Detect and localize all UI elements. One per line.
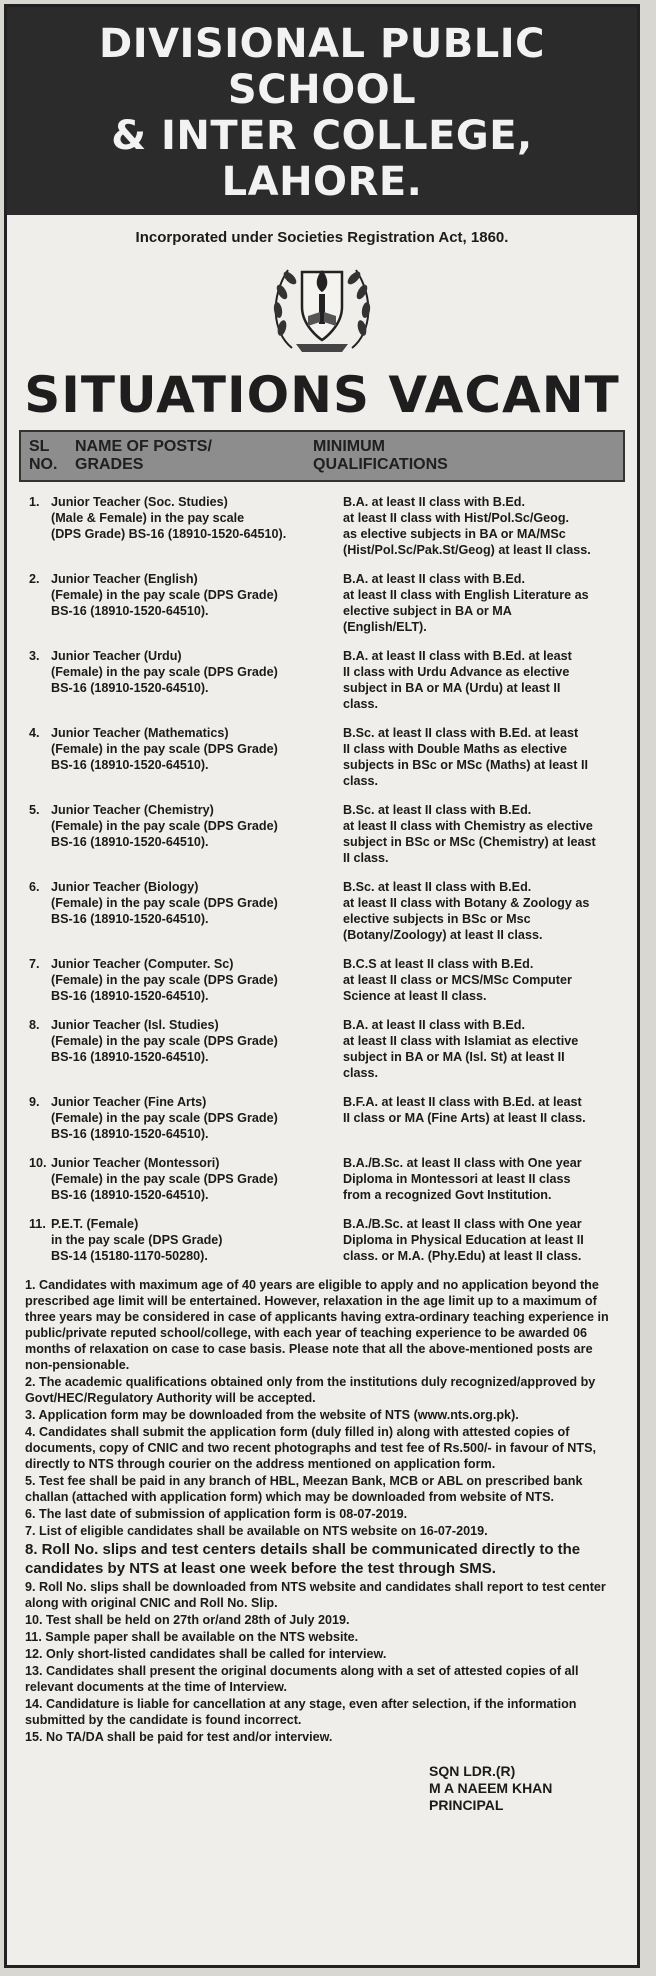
post-row: [19, 494, 625, 558]
qualification-line: from a recognized Govt Institution.: [343, 1188, 552, 1202]
post-name: [19, 1216, 341, 1264]
note-item: 1. Candidates with maximum age of 40 years are eligible to apply and no application beyond the prescribed age limit will be entertained. However, relaxation in the age limit up to a maximum of three years may be considered in case of applicants having extra-ordinary teaching experience in public/private reputed school/college, with each year of teaching experience to be awarded 06 months of relaxation on case to case basis. Please note that all the above-mentioned posts are non-pensionable.: [25, 1278, 609, 1372]
post-qualification: [341, 648, 625, 712]
qualification-line: at least II class with Hist/Pol.Sc/Geog.: [343, 511, 570, 525]
qualification-line: as elective subjects in BA or MA/MSc: [343, 527, 566, 541]
post-qualification: [341, 725, 625, 789]
post-name-line: (Female) in the pay scale (DPS Grade): [51, 896, 278, 910]
qualification-line: II class or MA (Fine Arts) at least II class.: [343, 1111, 586, 1125]
school-name-line-1: DIVISIONAL PUBLIC SCHOOL: [99, 21, 545, 113]
post-name-line: Junior Teacher (English): [51, 572, 198, 586]
post-row: [19, 1017, 625, 1081]
note-item: 9. Roll No. slips shall be downloaded from NTS website and candidates shall report to test center along with original CNIC and Roll No. Slip.: [25, 1580, 606, 1610]
qualification-line: subject in BA or MA (Isl. St) at least II: [343, 1050, 565, 1064]
post-name-line: BS-14 (15180-1170-50280).: [51, 1249, 208, 1263]
post-name-line: (Female) in the pay scale (DPS Grade): [51, 1034, 278, 1048]
qualification-line: B.A. at least II class with B.Ed.: [343, 1018, 525, 1032]
note-item: 7. List of eligible candidates shall be available on NTS website on 16-07-2019.: [25, 1524, 488, 1538]
post-name: [19, 725, 341, 789]
post-title-line: [29, 725, 341, 741]
post-name-line: (Female) in the pay scale (DPS Grade): [51, 1172, 278, 1186]
signature-block: [429, 1763, 637, 1814]
post-row: [19, 725, 625, 789]
signatory-name: M A NAEEM KHAN: [429, 1780, 553, 1796]
post-name-line: BS-16 (18910-1520-64510).: [51, 989, 209, 1003]
note-item: 5. Test fee shall be paid in any branch of HBL, Meezan Bank, MCB or ABL on prescribed bank challan (attached with application form) which may be downloaded from website of NTS.: [25, 1474, 583, 1504]
post-name-line: BS-16 (18910-1520-64510).: [51, 1188, 209, 1202]
header-sl-line-1: SL: [29, 438, 50, 455]
post-name-line: (DPS Grade) BS-16 (18910-1520-64510).: [51, 527, 287, 541]
post-name-line: (Female) in the pay scale (DPS Grade): [51, 665, 278, 679]
qualification-line: at least II class with English Literature as: [343, 588, 589, 602]
qualification-line: B.A. at least II class with B.Ed.: [343, 495, 525, 509]
post-name: [19, 879, 341, 943]
post-name-line: Junior Teacher (Biology): [51, 880, 199, 894]
post-name-line: BS-16 (18910-1520-64510).: [51, 912, 209, 926]
terms-and-conditions: [25, 1277, 619, 1745]
post-name-line: Junior Teacher (Montessori): [51, 1156, 220, 1170]
note-item: 13. Candidates shall present the original documents along with a set of attested copies of all relevant documents at the time of Interview.: [25, 1664, 579, 1694]
qualification-line: class. or M.A. (Phy.Edu) at least II class.: [343, 1249, 582, 1263]
qualification-line: B.F.A. at least II class with B.Ed. at least: [343, 1095, 582, 1109]
header-sl: [29, 438, 75, 474]
post-number: 4.: [29, 726, 40, 740]
post-number: 6.: [29, 880, 40, 894]
incorporation-note: Incorporated under Societies Registration Act, 1860.: [135, 229, 509, 246]
post-name: [19, 494, 341, 558]
qualification-line: at least II class or MCS/MSc Computer: [343, 973, 572, 987]
school-name-line-2: & INTER COLLEGE, LAHORE.: [111, 113, 533, 205]
post-name: [19, 956, 341, 1004]
post-row: [19, 956, 625, 1004]
qualification-line: B.C.S at least II class with B.Ed.: [343, 957, 534, 971]
post-name-line: (Female) in the pay scale (DPS Grade): [51, 588, 278, 602]
posts-list: [19, 494, 625, 1264]
headline: SITUATIONS VACANT: [24, 366, 620, 424]
post-row: [19, 1155, 625, 1203]
post-title-line: [29, 1094, 341, 1110]
qualification-line: at least II class with Chemistry as elective: [343, 819, 593, 833]
post-name-line: P.E.T. (Female): [51, 1217, 139, 1231]
post-title-line: [29, 1017, 341, 1033]
post-name-line: Junior Teacher (Urdu): [51, 649, 182, 663]
qualification-line: B.Sc. at least II class with B.Ed. at least: [343, 726, 579, 740]
post-name: [19, 1017, 341, 1081]
post-name-line: (Female) in the pay scale (DPS Grade): [51, 973, 278, 987]
qualification-line: B.A. at least II class with B.Ed. at least: [343, 649, 572, 663]
post-name-line: Junior Teacher (Computer. Sc): [51, 957, 234, 971]
qualification-line: B.A. at least II class with B.Ed.: [343, 572, 525, 586]
qualification-line: B.A./B.Sc. at least II class with One year: [343, 1217, 582, 1231]
qualification-line: class.: [343, 774, 379, 788]
post-name: [19, 571, 341, 635]
post-number: 3.: [29, 649, 40, 663]
note-item: 8. Roll No. slips and test centers details shall be communicated directly to the candidates by NTS at least one week before the test through SMS.: [25, 1541, 581, 1577]
qualification-line: II class with Double Maths as elective: [343, 742, 567, 756]
qualification-line: B.Sc. at least II class with B.Ed.: [343, 803, 532, 817]
note-item: 11. Sample paper shall be available on the NTS website.: [25, 1630, 359, 1644]
header-name-line-1: NAME OF POSTS/: [75, 438, 212, 455]
post-qualification: [341, 1216, 625, 1264]
advertisement-page: [4, 4, 640, 1968]
post-name-line: BS-16 (18910-1520-64510).: [51, 1050, 209, 1064]
signatory-title: PRINCIPAL: [429, 1797, 504, 1813]
post-name-line: (Male & Female) in the pay scale: [51, 511, 245, 525]
post-number: 7.: [29, 957, 40, 971]
post-number: 2.: [29, 572, 40, 586]
signatory-rank: SQN LDR.(R): [429, 1763, 516, 1779]
header-qual-line-2: QUALIFICATIONS: [313, 456, 448, 473]
note-item: 10. Test shall be held on 27th or/and 28th of July 2019.: [25, 1613, 350, 1627]
post-name: [19, 648, 341, 712]
post-name-line: BS-16 (18910-1520-64510).: [51, 758, 209, 772]
note-item: 15. No TA/DA shall be paid for test and/or interview.: [25, 1730, 333, 1744]
post-qualification: [341, 802, 625, 866]
school-crest-icon: [7, 252, 637, 362]
header-sl-line-2: NO.: [29, 456, 58, 473]
note-item: 6. The last date of submission of application form is 08-07-2019.: [25, 1507, 408, 1521]
note-item: 2. The academic qualifications obtained only from the institutions duly recognized/approved by Govt/HEC/Regulatory Authority will be accepted.: [25, 1375, 596, 1405]
post-qualification: [341, 571, 625, 635]
post-number: 5.: [29, 803, 40, 817]
note-item: 14. Candidature is liable for cancellation at any stage, even after selection, if the information submitted by the candidate is found incorrect.: [25, 1697, 577, 1727]
post-name: [19, 1155, 341, 1203]
qualification-line: Diploma in Montessori at least II class: [343, 1172, 571, 1186]
post-name-line: Junior Teacher (Soc. Studies): [51, 495, 228, 509]
post-title-line: [29, 1155, 341, 1171]
note-item: 3. Application form may be downloaded from the website of NTS (www.nts.org.pk).: [25, 1408, 519, 1422]
post-row: [19, 802, 625, 866]
qualification-line: subjects in BSc or MSc (Maths) at least II: [343, 758, 588, 772]
qualification-line: elective subjects in BSc or Msc: [343, 912, 531, 926]
post-row: [19, 571, 625, 635]
post-number: 9.: [29, 1095, 40, 1109]
header-qual-line-1: MINIMUM: [313, 438, 385, 455]
qualification-line: at least II class with Islamiat as elective: [343, 1034, 579, 1048]
qualification-line: (English/ELT).: [343, 620, 427, 634]
qualification-line: (Botany/Zoology) at least II class.: [343, 928, 543, 942]
post-name-line: (Female) in the pay scale (DPS Grade): [51, 742, 278, 756]
qualification-line: elective subject in BA or MA: [343, 604, 512, 618]
header-qualifications: [305, 438, 615, 474]
qualification-line: subject in BSc or MSc (Chemistry) at least: [343, 835, 596, 849]
table-header: [19, 430, 625, 482]
qualification-line: B.Sc. at least II class with B.Ed.: [343, 880, 532, 894]
qualification-line: II class.: [343, 851, 389, 865]
qualification-line: Diploma in Physical Education at least II: [343, 1233, 584, 1247]
qualification-line: II class with Urdu Advance as elective: [343, 665, 570, 679]
post-qualification: [341, 494, 625, 558]
post-number: 1.: [29, 495, 40, 509]
post-name-line: in the pay scale (DPS Grade): [51, 1233, 223, 1247]
post-title-line: [29, 956, 341, 972]
post-name: [19, 1094, 341, 1142]
post-name-line: Junior Teacher (Fine Arts): [51, 1095, 207, 1109]
qualification-line: class.: [343, 1066, 379, 1080]
post-row: [19, 879, 625, 943]
post-qualification: [341, 956, 625, 1004]
header-name-of-posts: [75, 438, 305, 474]
post-row: [19, 648, 625, 712]
post-name-line: Junior Teacher (Chemistry): [51, 803, 214, 817]
post-row: [19, 1094, 625, 1142]
post-number: 10.: [29, 1156, 47, 1170]
qualification-line: (Hist/Pol.Sc/Pak.St/Geog) at least II class.: [343, 543, 591, 557]
qualification-line: B.A./B.Sc. at least II class with One year: [343, 1156, 582, 1170]
post-name-line: BS-16 (18910-1520-64510).: [51, 681, 209, 695]
post-name-line: BS-16 (18910-1520-64510).: [51, 835, 209, 849]
post-row: [19, 1216, 625, 1264]
qualification-line: at least II class with Botany & Zoology as: [343, 896, 590, 910]
post-title-line: [29, 802, 341, 818]
post-qualification: [341, 1155, 625, 1203]
post-qualification: [341, 1094, 625, 1142]
header-band: [7, 7, 637, 215]
post-name-line: (Female) in the pay scale (DPS Grade): [51, 1111, 278, 1125]
header-name-line-2: GRADES: [75, 456, 144, 473]
post-title-line: [29, 648, 341, 664]
post-title-line: [29, 571, 341, 587]
post-title-line: [29, 879, 341, 895]
post-name-line: (Female) in the pay scale (DPS Grade): [51, 819, 278, 833]
note-item: 4. Candidates shall submit the application form (duly filled in) along with attested copies of documents, copy of CNIC and two recent photographs and test fee of Rs.500/- in favour of NTS, directly to NTS through courier on the address mentioned on application form.: [25, 1425, 596, 1471]
post-name-line: BS-16 (18910-1520-64510).: [51, 1127, 209, 1141]
post-name-line: BS-16 (18910-1520-64510).: [51, 604, 209, 618]
post-qualification: [341, 1017, 625, 1081]
qualification-line: Science at least II class.: [343, 989, 487, 1003]
post-title-line: [29, 494, 341, 510]
post-name-line: Junior Teacher (Mathematics): [51, 726, 229, 740]
qualification-line: subject in BA or MA (Urdu) at least II: [343, 681, 561, 695]
qualification-line: class.: [343, 697, 379, 711]
note-item: 12. Only short-listed candidates shall be called for interview.: [25, 1647, 387, 1661]
post-number: 11.: [29, 1217, 46, 1231]
post-title-line: [29, 1216, 341, 1232]
post-name-line: Junior Teacher (Isl. Studies): [51, 1018, 219, 1032]
post-name: [19, 802, 341, 866]
post-number: 8.: [29, 1018, 40, 1032]
post-qualification: [341, 879, 625, 943]
